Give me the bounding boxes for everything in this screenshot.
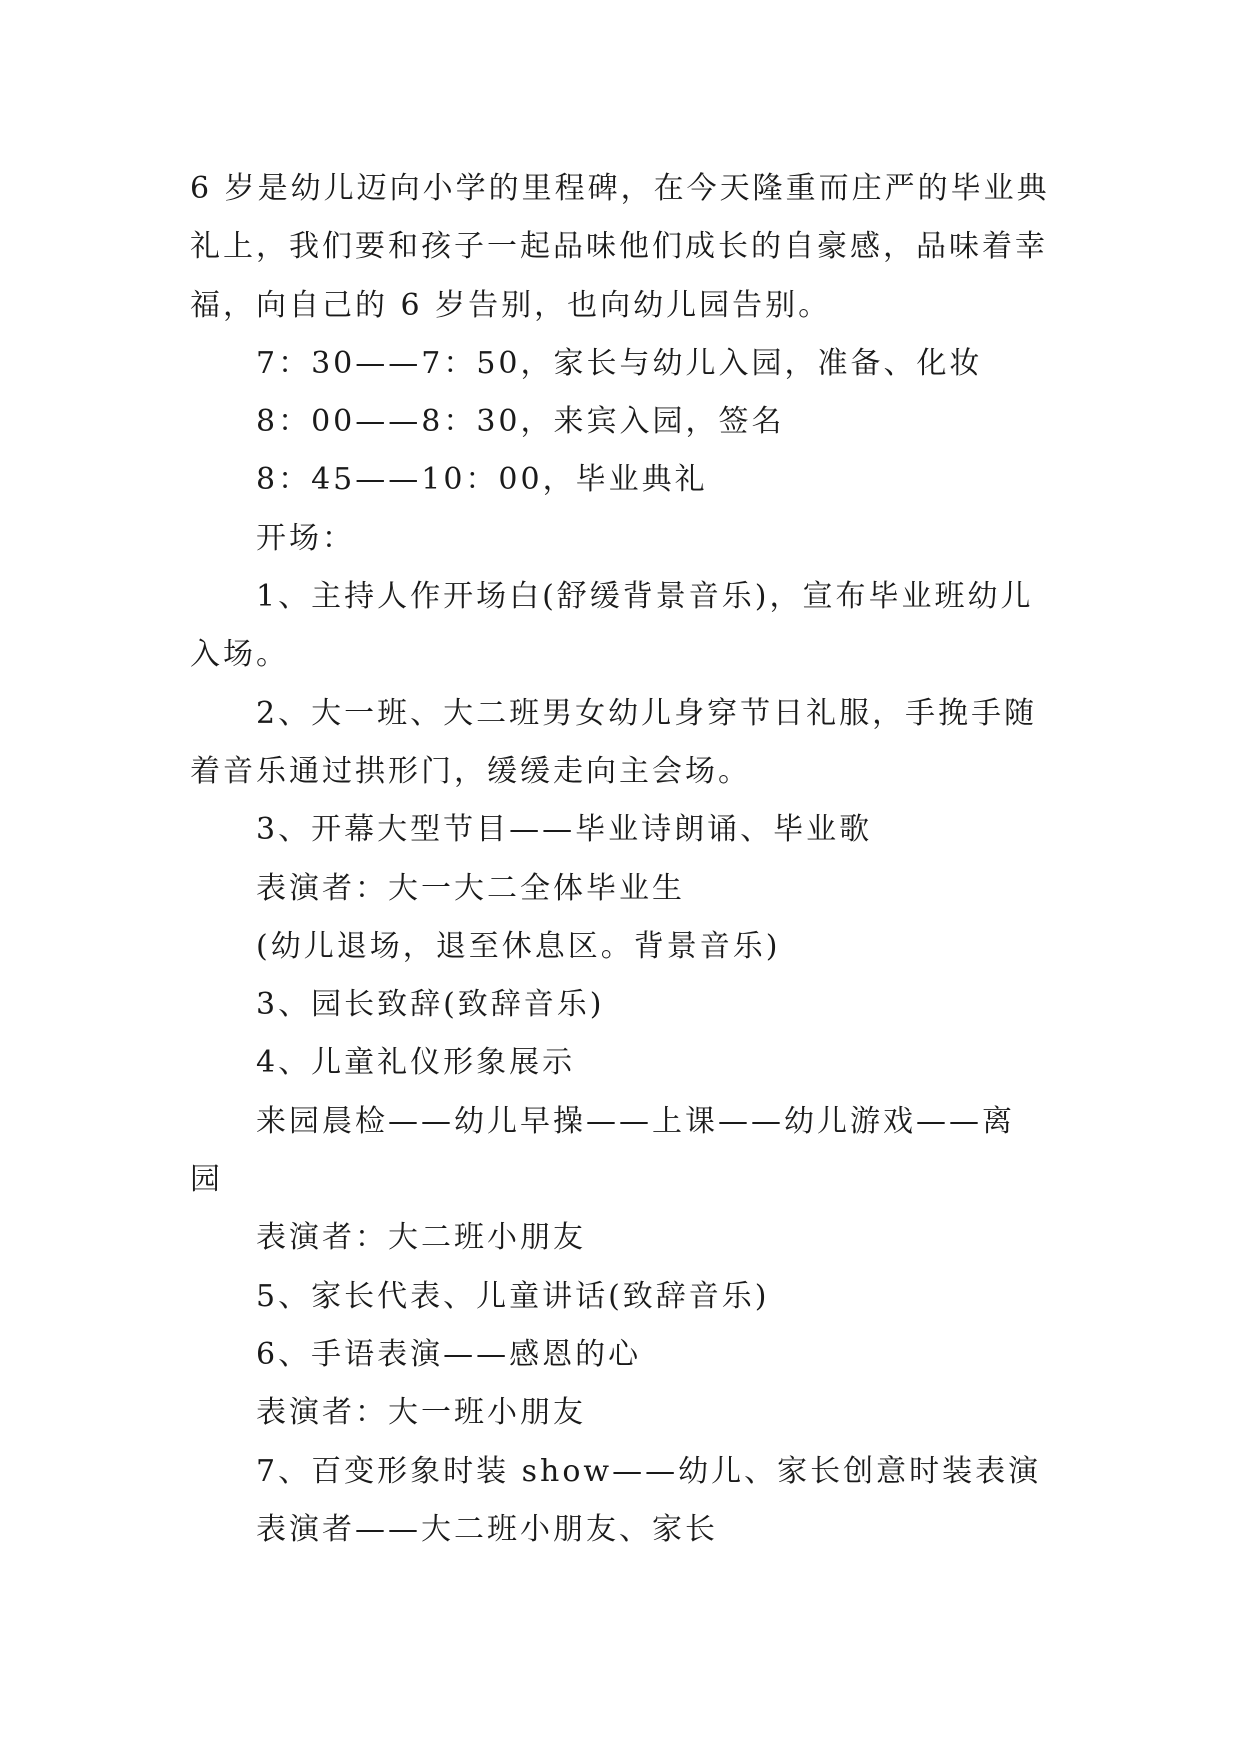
text-line: 2、大一班、大二班男女幼儿身穿节日礼服，手挽手随 xyxy=(256,695,1038,731)
text-line: 3、开幕大型节目——毕业诗朗诵、毕业歌 xyxy=(256,812,873,848)
text-line: 着音乐通过拱形门，缓缓走向主会场。 xyxy=(190,753,751,789)
text-line: 表演者：大一大二全体毕业生 xyxy=(256,870,685,906)
text-line: 7、百变形象时装 show——幼儿、家长创意时装表演 xyxy=(256,1453,1042,1489)
text-line: 8：45——10：00，毕业典礼 xyxy=(256,462,708,498)
text-line: 6 岁是幼儿迈向小学的里程碑，在今天隆重而庄严的毕业典 xyxy=(190,171,1050,206)
text-line: 表演者：大一班小朋友 xyxy=(256,1395,586,1431)
document-page xyxy=(190,160,1070,1559)
text-line: 1、主持人作开场白(舒缓背景音乐)，宣布毕业班幼儿 xyxy=(256,579,1034,615)
text-line: 表演者——大二班小朋友、家长 xyxy=(256,1511,718,1547)
text-line: 4、儿童礼仪形象展示 xyxy=(256,1045,576,1081)
text-line: 开场： xyxy=(256,520,355,556)
text-line: 表演者：大二班小朋友 xyxy=(256,1220,586,1256)
text-line: 园 xyxy=(190,1162,223,1198)
text-line: 礼上，我们要和孩子一起品味他们成长的自豪感，品味着幸 xyxy=(190,229,1048,265)
text-line: 来园晨检——幼儿早操——上课——幼儿游戏——离 xyxy=(256,1103,1015,1139)
text-line: 福，向自己的 6 岁告别，也向幼儿园告别。 xyxy=(190,287,832,323)
text-line: 5、家长代表、儿童讲话(致辞音乐) xyxy=(256,1278,770,1314)
text-line: 3、园长致辞(致辞音乐) xyxy=(256,987,605,1023)
text-line: 8：00——8：30，来宾入园，签名 xyxy=(256,404,785,440)
text-line: 6、手语表演——感恩的心 xyxy=(256,1336,642,1372)
text-line: 入场。 xyxy=(190,637,289,673)
text-line: (幼儿退场，退至休息区。背景音乐) xyxy=(256,928,781,964)
text-line: 7：30——7：50，家长与幼儿入园，准备、化妆 xyxy=(256,345,983,381)
